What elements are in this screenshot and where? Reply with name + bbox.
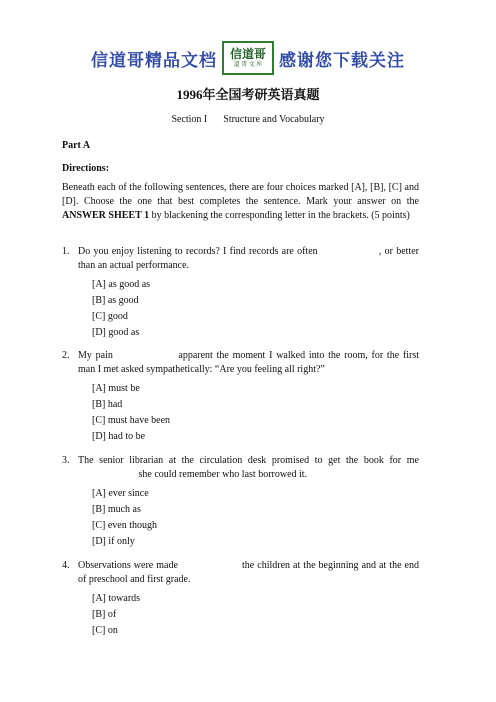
question-4 [62, 559, 419, 638]
option-c: [C] even though [92, 520, 157, 531]
question-3 [62, 454, 419, 549]
header-banner [0, 40, 496, 76]
option-c: [C] good [92, 311, 128, 322]
section-label: Section I [171, 114, 208, 125]
logo-text: 信道哥 [229, 47, 266, 61]
question-1 [62, 245, 419, 340]
answer-sheet-label: ANSWER SHEET 1 [62, 210, 150, 221]
option-a: [A] ever since [92, 488, 149, 499]
option-c: [C] must have been [92, 415, 171, 426]
option-b: [B] of [92, 609, 117, 620]
banner-right-text: 感谢您下载关注 [279, 50, 405, 71]
option-d: [D] good as [92, 327, 140, 338]
option-d: [D] if only [92, 536, 135, 547]
section-heading [0, 114, 496, 125]
question-number: 2. [62, 350, 70, 361]
option-d: [D] had to be [92, 431, 146, 442]
question-stem: The senior librarian at the circulation desk promised to get the book for me she could remember who last borrowed it. [78, 455, 419, 480]
option-b: [B] as good [92, 295, 139, 306]
option-b: [B] had [92, 399, 123, 410]
directions-heading: Directions: [62, 163, 110, 174]
question-2 [62, 349, 419, 444]
question-number: 3. [62, 455, 70, 466]
site-logo [222, 41, 274, 75]
banner-left-text: 信道哥精品文档 [91, 50, 217, 71]
option-a: [A] towards [92, 593, 141, 604]
question-stem: Do you enjoy listening to records? I find records are often , or better than an actual performance. [78, 246, 419, 271]
directions-text-1: Beneath each of the following sentences, there are four choices marked [A], [B], [C] and [D]. Choose the one that best completes the sentence. Mark your answer on the [62, 182, 419, 207]
section-name: Structure and Vocabulary [223, 114, 325, 125]
part-heading: Part A [62, 140, 91, 151]
option-a: [A] as good as [92, 279, 151, 290]
question-number: 4. [62, 560, 70, 571]
option-a: [A] must be [92, 383, 140, 394]
logo-subtext: 道 哥 文 库 [233, 62, 263, 68]
question-stem: Observations were made the children at the beginning and at the end of preschool and first grade. [78, 560, 419, 585]
question-stem: My pain apparent the moment I walked into the room, for the first man I met asked sympathetically: “Are you feeling all right?” [78, 350, 419, 375]
option-b: [B] much as [92, 504, 141, 515]
directions-text [62, 181, 419, 223]
page-title: 1996年全国考研英语真题 [176, 87, 320, 102]
option-c: [C] on [92, 625, 118, 636]
question-number: 1. [62, 246, 70, 257]
directions-text-2: by blackening the corresponding letter in the brackets. (5 points) [149, 210, 410, 221]
